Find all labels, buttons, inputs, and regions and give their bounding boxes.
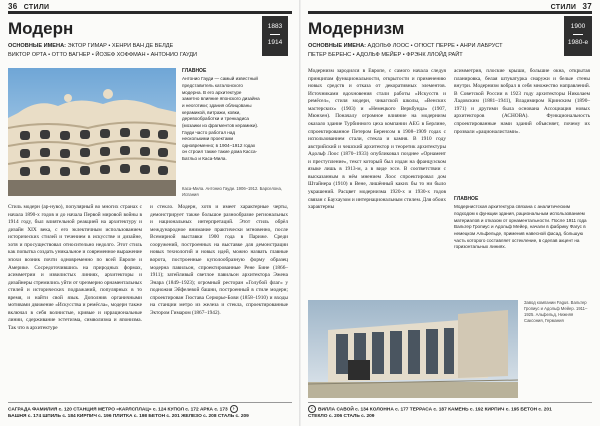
left-date-from: 1883: [267, 23, 283, 30]
left-column-2: и стекло. Модерн, хотя и имеет характерные черты, демонстрирует также большое разнообразие региональных и национальных интерпретаций. Этот стиль обрёл международное внимание практически мгновенно, после Всемирной выставки 1900 года в Париже. Среди сооружений, построенных на выставке для демонстрации новых технологий и новых идей, можно назвать главные ворота, построенные куполообразную форму образец модерна павильон, спроектированные Рене Бине (1866–1911); затейливый светлое павильон архитектора Эжена Энара (1849–1923); огромный ресторан «Голубой флаг» у подножия Эйфелевой башни, построенный в стиле модерн; спроектирован Гюстава Серюрье-Бови (1858–1910) и входы на станции метро из железа и стекла, спроектированные Эктором Гимаром (1867–1942).: [150, 204, 288, 316]
right-page-title: Модернизм: [308, 19, 405, 38]
left-photo-caption: Каса-Мила. Антонио Гауди. 1906–1912. Барселона, Испания: [182, 186, 282, 197]
left-page-number: 36: [8, 2, 18, 11]
left-names-line1: ЭКТОР ГИМАР • ХЕНРИ ВАН ДЕ ВЕЛДЕ: [67, 43, 174, 49]
right-date-badge: [564, 16, 592, 56]
left-footer-line2: БАШНЯ с. 174 ШПИЛЬ с. 184 КИРПИЧ с. 196 ПЛИТКА с. 198 БЕТОН с. 201 ЖЕЛЕЗО с. 208 СТАЛЬ с. 209: [8, 414, 249, 420]
left-sidebar-text: Антонио Гауди — самый известный представитель каталонского модерна. В его архитектуре заметно влияние японского дизайна и неоготики; здания облицованы керамикой, витражи, ковки, деревообработки и тренкадиса (мозаики из фрагментов керамики). Гауди часто работал над несколькими проектами одновременно; в 1904–1912 годах он строил также такие дома Касса-Батльо и Каса-Мила.: [182, 76, 260, 162]
arrow-left-icon: ‹: [308, 405, 316, 413]
left-footer: [8, 405, 294, 421]
right-names-line2: ПЕТЕР БЕРЕНС • АДОЛЬФ МЕЙЕР • ФРЭНК ЛЛОЙД РАЙТ: [308, 51, 463, 58]
left-footer-rule: [8, 402, 292, 403]
fagus-factory-photo: [308, 300, 518, 398]
right-sidebar-text: Модернистская архитектура связана с аналитическим подходом к функции здания, рациональным использованием материалов и отказом от орнаментальности. После 1911 года Вальтер Гропиус и Адольф Мейер, начали в фабрику Фагус в немецком Альфельде, применив навесной фасад, большую часть которого составляет остекление, в сделав акцент на горизонтальных линиях.: [454, 204, 587, 250]
casa-mila-photo: [8, 68, 176, 196]
left-names-line2: ВИКТОР ОРТА • ОТТО ВАГНЕР • ЙОЗЕФ ХОФФМАН • АНТОНИО ГАУДИ: [8, 51, 198, 58]
right-names-line1: АДОЛЬФ ЛООС • ОГЮСТ ПЕРРЕ • АНРИ ЛАБРУСТ: [367, 43, 503, 49]
right-date-from: 1900: [570, 23, 586, 30]
right-section-label: СТИЛИ: [550, 4, 577, 11]
right-page-number: 37: [582, 2, 592, 11]
left-date-to: 1914: [267, 39, 283, 47]
left-key-names: [8, 42, 258, 59]
left-running-head: [8, 2, 49, 11]
left-top-rule: [8, 11, 292, 14]
right-page: [300, 0, 600, 426]
left-sidebar: [182, 68, 260, 163]
right-footer-line1: ВИЛЛА САВОЙ с. 134 КОЛОННА с. 177 ТЕРРАСА с. 187 КАМЕНЬ с. 192 КИРПИЧ с. 195 БЕТОН с. 201: [318, 407, 552, 413]
left-names-label: ОСНОВНЫЕ ИМЕНА:: [8, 43, 66, 49]
right-footer: [308, 405, 594, 421]
right-names-label: ОСНОВНЫЕ ИМЕНА:: [308, 43, 366, 49]
casa-mila-illustration: [8, 68, 176, 196]
right-date-to: 1980-е: [567, 39, 589, 47]
right-photo-caption: Завод компании Fagus. Вальтер Гропиус и Адольф Мейер. 1911–1925. Альфельд, Нижняя Саксония, Германия: [524, 300, 588, 323]
fagus-factory-illustration: [308, 300, 518, 398]
left-section-label: СТИЛИ: [23, 4, 50, 11]
right-sidebar-title: ГЛАВНОЕ: [454, 196, 479, 202]
right-footer-rule: [308, 402, 592, 403]
right-key-names: [308, 42, 558, 59]
right-sidebar: [454, 196, 590, 251]
arrow-right-icon: ›: [230, 405, 238, 413]
right-column-1: Модернизм зародился в Европе, с самого начала следуя принципам функциональности, открытости и применению новых средств и отказа от декоративных элементов. Источниками вдохновения стали работы «Искусств и ремёсел», стиля модерн, чикагской школы, «Венских мастерских» (1903) и «Немецкого Веркбунда» (1907, Мюнхен). Поначалу огромное влияние на модернизм оказало здание Турбинного цеха компании AEG в Берлине, спроектированное Петером Беренсом в 1908–1909 годах с использованием стали, стекла и камня. В 1910 году австрийский и чешский архитектор и теоретик архитектуры Адольф Лоос (1870–1933) опубликовал позднее «Орнамент и преступление», текст который был издан на французском языке лишь в 1913-м, а в виде эссе. В соответствии с высказанным в нём мнением Лоос спроектировал дом Штайнера (1910) в Вене, лишённый каких бы то ни было украшений. Расцвет модернизма 1920-х и 1930-х годов связан с Баухаузом и интернациональным стилем. Для обоих характерны: [308, 68, 446, 211]
left-page-title: Модерн: [8, 19, 74, 38]
right-top-rule: [308, 11, 592, 14]
right-footer-line2: СТЕКЛО с. 206 СТАЛЬ с. 209: [308, 414, 375, 420]
left-date-badge: [262, 16, 288, 56]
left-footer-line1: САГРАДА ФАМИЛИЯ с. 120 СТАНЦИЯ МЕТРО «КАРЛСПЛАЦ» с. 124 КУПОЛ с. 172 АРКА с. 173: [8, 407, 228, 413]
right-running-head: [551, 2, 592, 11]
left-sidebar-title: ГЛАВНОЕ: [182, 68, 207, 74]
left-column-1: Стиль модерн (ар-нуво), популярный во многих странах с начала 1890-х годов и до начала Первой мировой войны в 1914 году, был влиятельной реакцией на архитектуру и дизайн XIX века, с его эклектичным использованием исторических стилей и течением в искусстве и дизайне, хотя и просуществовал относительно недолго. Этот стиль как попытка создать уникальное и современное выражение эпохи возник почти одновременно по всей Европе и Америке. Сосредоточившись на природных формах, асимметрии и извилистых линиях, архитекторы и дизайнеры стремились уйти от чрезмерно орнаментальных стилей и исторических подражаний, популярных в то время, и найти свой язык. Дополнив органичными мотивами движение «Искусства и ремёсла», модерн также включал в себя волнистые, кривые и иррациональные линии, сдерживание эстетизма, символизма и японизма. Так что в архитектуре: [8, 204, 142, 331]
right-column-2: асимметрия, плоские крыши, большие окна, открытая планировка, белая штукатурка снаружи и белые стены внутри. Модернизм вобрал в себя множество направлений. В Советской России в 1923 году архитекторы Николаем Ладовским (1881–1941), Владимиром Кринским (1890–1971) и другими была основана Ассоциация новых архитекторов (АСНОВА). Функциональность спроектированные нами зданий объясняет, почему их прозвали «рационалистами».: [454, 68, 590, 135]
